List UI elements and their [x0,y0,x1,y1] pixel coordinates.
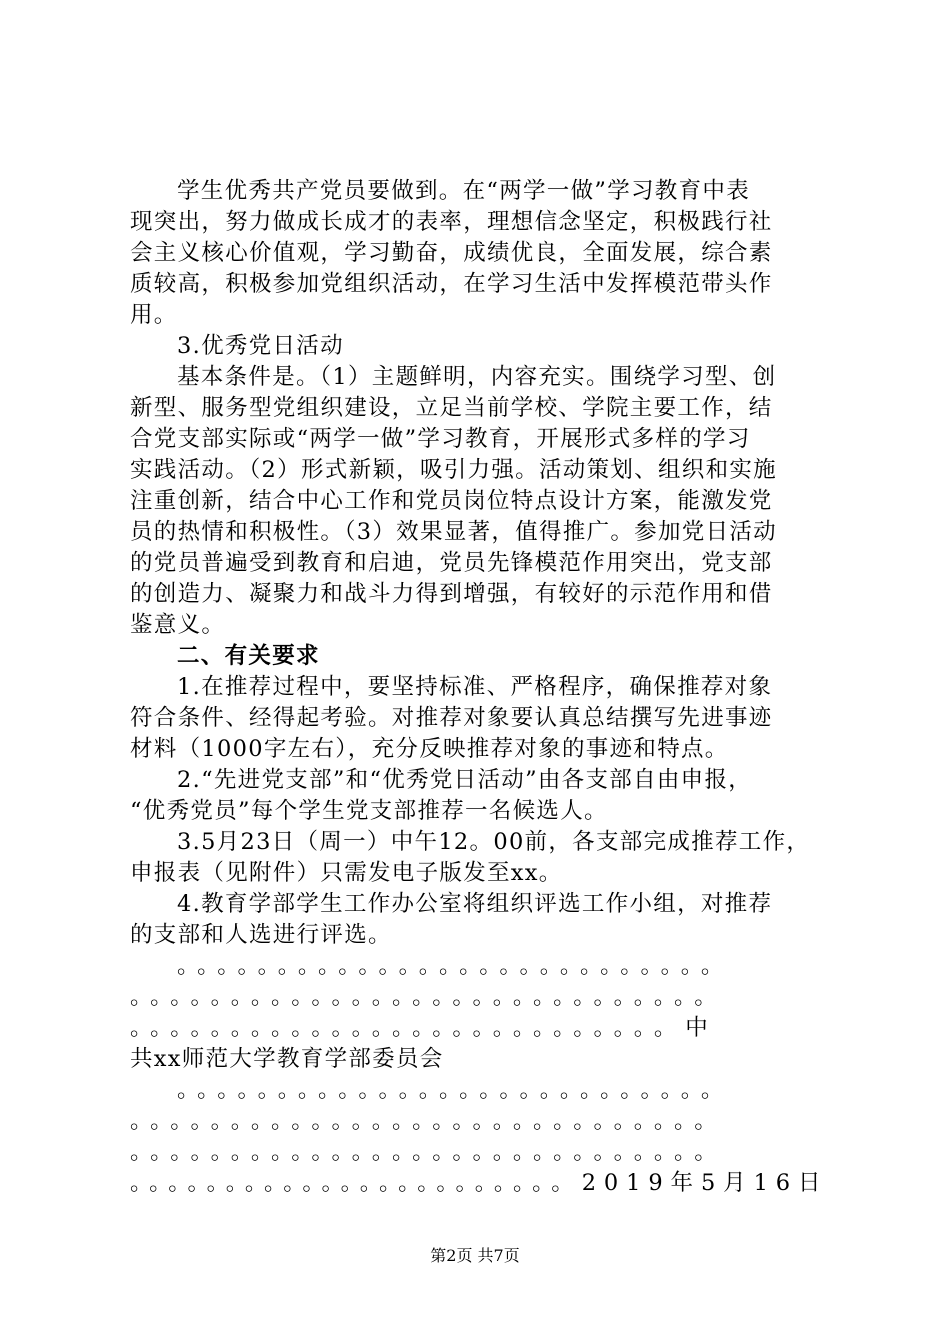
signature-dots-line: 。。。。。。。。。。。。。。。。。。。。。。。。。。。中 [130,1015,717,1041]
signature-date: 。。。。。。。。。。。。。。。。。。。。。。。2019年5月16日 [130,1170,829,1196]
paragraph-line: 用。 [130,302,178,328]
signature-dots-line: 。。。。。。。。。。。。。。。。。。。。。。。。。。。 [177,953,733,979]
date-dots-line: 。。。。。。。。。。。。。。。。。。。。。。。。。。。。。 [130,1108,726,1134]
paragraph-line: “优秀党员”每个学生党支部推荐一名候选人。 [130,798,608,824]
paragraph-line: 3.5月23日（周一）中午12。00前，各支部完成推荐工作， [177,829,811,855]
paragraph-line: 基本条件是。（1）主题鲜明，内容充实。围绕学习型、创 [177,364,777,390]
paragraph-line: 实践活动。（2）形式新颖，吸引力强。活动策划、组织和实施 [130,457,777,483]
paragraph-line: 注重创新，结合中心工作和党员岗位特点设计方案，能激发党 [130,488,773,514]
section-heading: 二、有关要求 [177,643,320,669]
paragraph-line: 4.教育学部学生工作办公室将组织评选工作小组，对推荐 [177,891,773,917]
paragraph-line: 的党员普遍受到教育和启迪，党员先锋模范作用突出，党支部 [130,550,773,576]
item-title: 3.优秀党日活动 [177,333,344,359]
paragraph-line: 1.在推荐过程中，要坚持标准、严格程序，确保推荐对象 [177,674,773,700]
paragraph-line: 材料（1000字左右），充分反映推荐对象的事迹和特点。 [130,736,729,762]
paragraph-line: 质较高，积极参加党组织活动，在学习生活中发挥模范带头作 [130,271,773,297]
page-number-footer: 第2页 共7页 [430,1246,520,1265]
date-dots-line: 。。。。。。。。。。。。。。。。。。。。。。。。。。。 [177,1077,733,1103]
signature-dots-line: 。。。。。。。。。。。。。。。。。。。。。。。。。。。。。 [130,984,726,1010]
paragraph-line: 新型、服务型党组织建设，立足当前学校、学院主要工作，结 [130,395,773,421]
paragraph-line: 申报表（见附件）只需发电子版发至xx。 [130,860,563,886]
paragraph-line: 鉴意义。 [130,612,226,638]
paragraph-line: 2.“先进党支部”和“优秀党日活动”由各支部自由申报， [177,767,753,793]
date-dots-line: 。。。。。。。。。。。。。。。。。。。。。。。。。。。。。 [130,1139,726,1165]
paragraph-line: 的支部和人选进行评选。 [130,922,392,948]
paragraph-line: 现突出，努力做成长成才的表率，理想信念坚定，积极践行社 [130,209,773,235]
paragraph-line: 会主义核心价值观，学习勤奋，成绩优良，全面发展，综合素 [130,240,773,266]
signature-organization: 共xx师范大学教育学部委员会 [130,1046,444,1072]
paragraph-line: 的创造力、凝聚力和战斗力得到增强，有较好的示范作用和借 [130,581,773,607]
paragraph-line: 学生优秀共产党员要做到。在“两学一做”学习教育中表 [177,178,751,204]
paragraph-line: 合党支部实际或“两学一做”学习教育，开展形式多样的学习 [130,426,751,452]
paragraph-line: 员的热情和积极性。（3）效果显著，值得推广。参加党日活动 [130,519,777,545]
paragraph-line: 符合条件、经得起考验。对推荐对象要认真总结撰写先进事迹 [130,705,773,731]
